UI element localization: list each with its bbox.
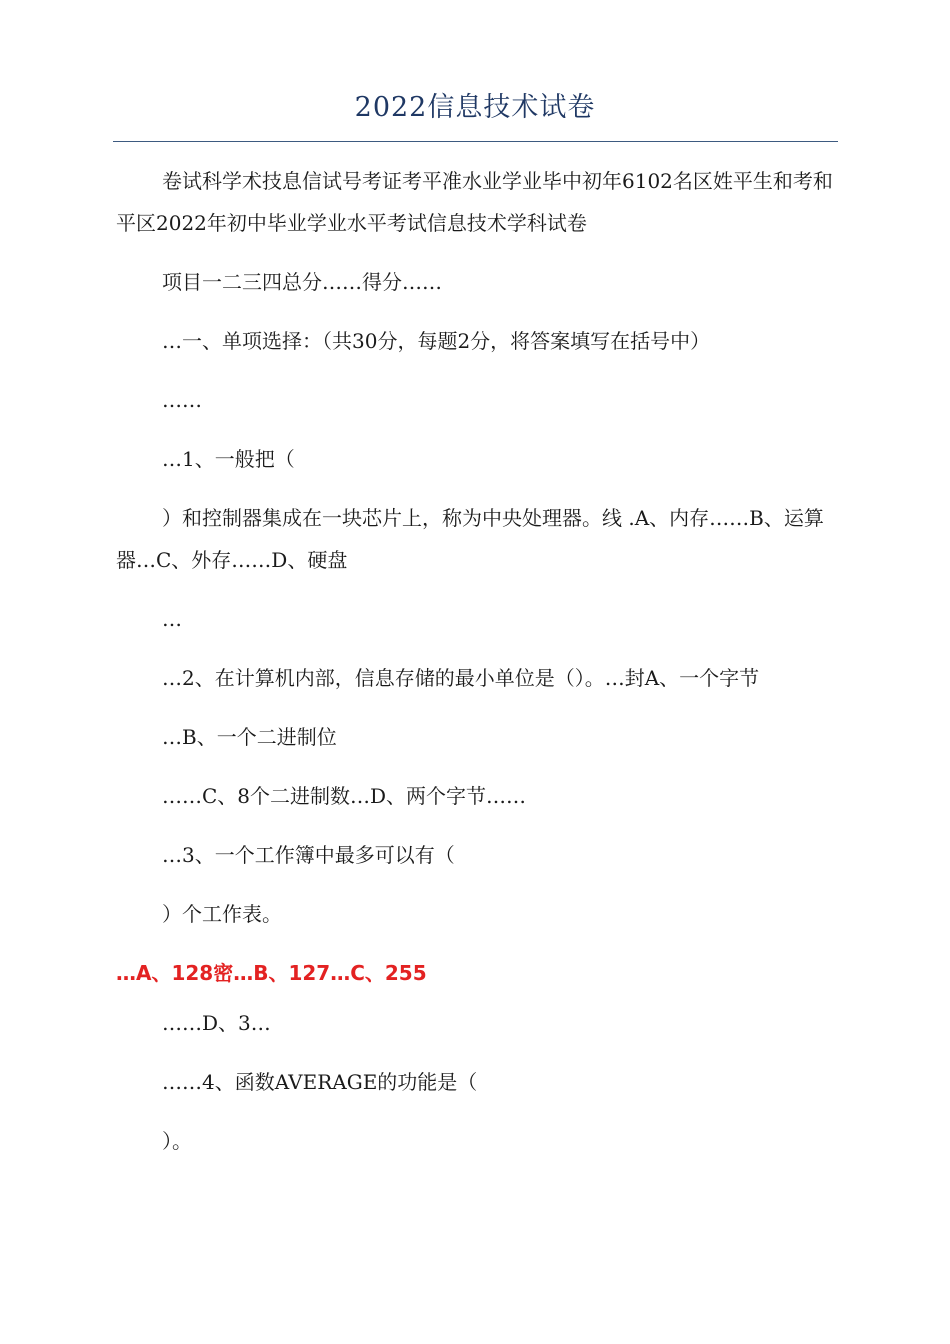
document-paragraph: ……4、函数AVERAGE的功能是（	[162, 1070, 478, 1094]
document-paragraph: …一、单项选择：（共30分，每题2分，将答案填写在括号中）	[162, 329, 711, 353]
page-title: 2022信息技术试卷	[354, 92, 596, 123]
document-paragraph: …B、一个二进制位	[162, 725, 337, 749]
document-paragraph: ……	[162, 388, 202, 412]
document-paragraph: ）。	[162, 1129, 192, 1153]
document-paragraph: 卷试科学术技息信试号考证考平准水业学业毕中初年6102名区姓平生和考和平区2022年初中毕业学业水平考试信息技术学科试卷	[116, 169, 833, 235]
document-paragraph: …A、128密…B、127…C、255	[116, 961, 427, 985]
document-paragraph: ……C、8个二进制数…D、两个字节……	[162, 784, 527, 808]
document-body	[116, 160, 848, 1162]
document-paragraph: …3、一个工作簿中最多可以有（	[162, 843, 455, 867]
document-paragraph: …1、一般把（	[162, 447, 295, 471]
document-paragraph: ）个工作表。	[162, 902, 282, 926]
document-paragraph: ）和控制器集成在一块芯片上，称为中央处理器。线 .A、内存……B、运算器…C、外存……D、硬盘	[116, 506, 824, 572]
document-paragraph: 项目一二三四总分……得分……	[162, 270, 442, 294]
document-paragraph: …	[162, 607, 182, 631]
title-divider	[113, 141, 838, 142]
document-paragraph: ……D、3…	[162, 1011, 271, 1035]
document-paragraph: …2、在计算机内部，信息存储的最小单位是（）。…封A、一个字节	[162, 666, 760, 690]
